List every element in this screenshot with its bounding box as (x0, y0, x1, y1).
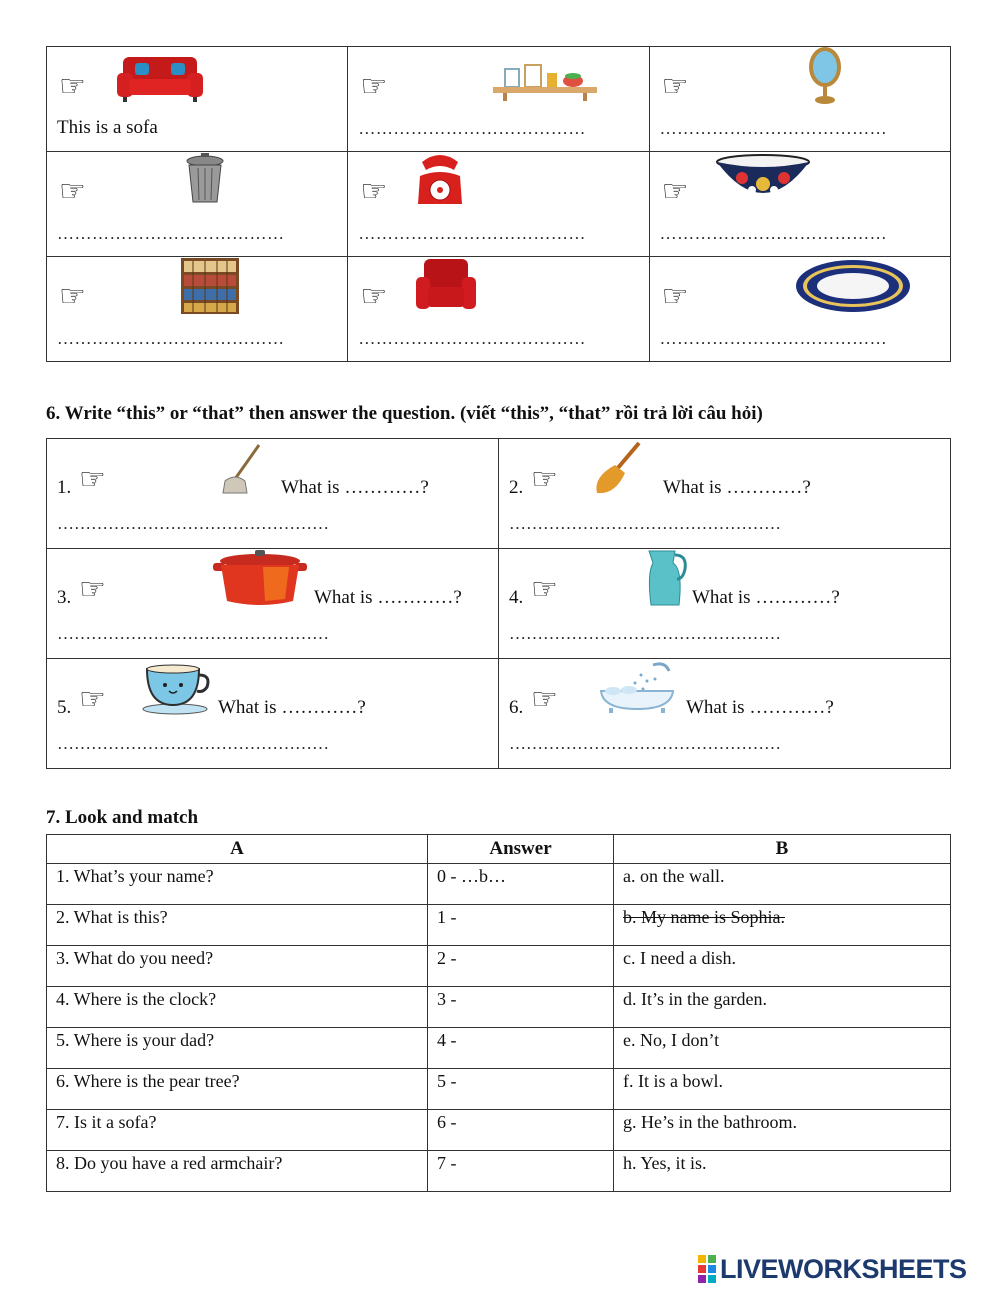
answer-field[interactable]: 5 - (428, 1069, 614, 1110)
option-b: f. It is a bowl. (614, 1069, 951, 1110)
grid-cell-telephone (348, 152, 649, 257)
jug-icon (643, 549, 687, 607)
liveworksheets-logo-icon (697, 1254, 717, 1284)
answer-line[interactable]: ………………………………… (659, 329, 888, 348)
option-b: e. No, I don’t (614, 1028, 951, 1069)
pointing-hand-icon: ☞ (59, 70, 86, 103)
liveworksheets-logo[interactable] (697, 1254, 967, 1284)
grid-cell-bookcase (47, 257, 348, 362)
table-row (47, 1151, 951, 1192)
table-row (47, 905, 951, 946)
teacup-icon (141, 661, 213, 715)
column-header-a: A (47, 835, 428, 864)
table-row (47, 864, 951, 905)
question-cell-6 (499, 659, 951, 769)
answer-line[interactable]: ………………………………………… (509, 624, 781, 643)
question-cell-1 (47, 439, 499, 549)
match-table (46, 834, 951, 1192)
question-text: What is …………? (686, 697, 834, 718)
grid-cell-sofa (47, 47, 348, 152)
grid-cell-shelf (348, 47, 649, 152)
bowl-icon (714, 154, 812, 210)
answer-field[interactable]: 1 - (428, 905, 614, 946)
grid-cell-mirror (649, 47, 950, 152)
question-cell-3 (47, 549, 499, 659)
pointing-hand-icon: ☞ (661, 280, 689, 313)
pointing-hand-icon: ☞ (531, 463, 558, 496)
table-row (47, 1069, 951, 1110)
question-a: 8. Do you have a red armchair? (47, 1151, 428, 1192)
pointing-hand-icon: ☞ (59, 175, 86, 208)
question-text: What is …………? (218, 697, 366, 718)
pointing-hand-icon: ☞ (661, 70, 689, 103)
match-table-header (47, 835, 951, 864)
pointing-hand-icon: ☞ (661, 175, 689, 208)
grid-cell-trash-can (47, 152, 348, 257)
pointing-hand-icon: ☞ (360, 175, 388, 208)
question-number: 5. (57, 697, 72, 718)
option-b: a. on the wall. (614, 864, 951, 905)
section-7-heading: 7. Look and match (46, 807, 199, 828)
option-b: c. I need a dish. (614, 946, 951, 987)
answer-field[interactable]: 7 - (428, 1151, 614, 1192)
pointing-hand-icon: ☞ (360, 280, 388, 313)
answer-line[interactable]: ………………………………………… (509, 514, 781, 533)
mop-icon (219, 443, 267, 497)
grid-cell-plate (649, 257, 950, 362)
question-cell-5 (47, 659, 499, 769)
plate-icon (794, 258, 912, 314)
answer-field[interactable]: 6 - (428, 1110, 614, 1151)
pot-icon (213, 549, 307, 607)
question-cell-2 (499, 439, 951, 549)
answer-field[interactable]: 4 - (428, 1028, 614, 1069)
question-text: What is …………? (692, 587, 840, 608)
answer-field[interactable]: 2 - (428, 946, 614, 987)
answer-field[interactable]: 0 - …b… (428, 864, 614, 905)
pointing-hand-icon: ☞ (531, 683, 558, 716)
answer-line[interactable]: ………………………………… (659, 224, 888, 243)
mirror-icon (805, 47, 845, 105)
question-text: What is …………? (314, 587, 462, 608)
table-row (47, 987, 951, 1028)
question-text: What is …………? (281, 477, 429, 498)
question-a: 6. Where is the pear tree? (47, 1069, 428, 1110)
answer-line[interactable]: ………………………………… (57, 329, 285, 348)
sofa-icon (115, 51, 205, 103)
pointing-hand-icon: ☞ (79, 573, 106, 606)
question-number: 2. (509, 477, 524, 498)
question-number: 1. (57, 477, 72, 498)
this-that-grid (46, 438, 951, 769)
grid-cell-armchair (348, 257, 649, 362)
question-number: 3. (57, 587, 72, 608)
question-number: 6. (509, 697, 524, 718)
question-number: 4. (509, 587, 524, 608)
answer-field[interactable]: 3 - (428, 987, 614, 1028)
broom-icon (591, 441, 645, 497)
question-a: 1. What’s your name? (47, 864, 428, 905)
question-a: 3. What do you need? (47, 946, 428, 987)
answer-line[interactable]: ………………………………… (57, 224, 285, 243)
pointing-hand-icon: ☞ (360, 70, 388, 103)
option-b: d. It’s in the garden. (614, 987, 951, 1028)
answer-line[interactable]: ………………………………… (358, 329, 586, 348)
table-row (47, 946, 951, 987)
furniture-grid (46, 46, 951, 362)
answer-line[interactable]: ………………………………… (358, 224, 586, 243)
pointing-hand-icon: ☞ (79, 463, 106, 496)
question-cell-4 (499, 549, 951, 659)
column-header-answer: Answer (428, 835, 614, 864)
answer-line[interactable]: ………………………………………… (509, 734, 781, 753)
option-b: g. He’s in the bathroom. (614, 1110, 951, 1151)
caption-this-is-a-sofa: This is a sofa (57, 117, 158, 138)
option-b: h. Yes, it is. (614, 1151, 951, 1192)
question-text: What is …………? (663, 477, 811, 498)
bookcase-icon (181, 258, 239, 314)
shelf-icon (491, 59, 599, 101)
section-6-heading: 6. Write “this” or “that” then answer the question. (viết “this”, “that” rồi trả lời câu hỏi) (46, 403, 763, 424)
column-header-b: B (614, 835, 951, 864)
question-a: 4. Where is the clock? (47, 987, 428, 1028)
answer-line[interactable]: ………………………………………… (57, 514, 329, 533)
pointing-hand-icon: ☞ (59, 280, 86, 313)
logo-text: LIVEWORKSHEETS (720, 1253, 967, 1284)
answer-line[interactable]: ………………………………………… (57, 624, 329, 643)
question-a: 5. Where is your dad? (47, 1028, 428, 1069)
bathtub-icon (599, 661, 675, 715)
telephone-icon (414, 152, 466, 208)
question-a: 2. What is this? (47, 905, 428, 946)
trash-can-icon (184, 152, 226, 206)
answer-line[interactable]: ………………………………………… (57, 734, 329, 753)
pointing-hand-icon: ☞ (531, 573, 558, 606)
table-row (47, 1028, 951, 1069)
answer-line[interactable]: ………………………………… (358, 119, 586, 138)
option-b-crossed-out: b. My name is Sophia. (614, 905, 951, 946)
grid-cell-bowl (649, 152, 950, 257)
pointing-hand-icon: ☞ (79, 683, 106, 716)
question-a: 7. Is it a sofa? (47, 1110, 428, 1151)
table-row (47, 1110, 951, 1151)
answer-line[interactable]: ………………………………… (659, 119, 888, 138)
armchair-icon (414, 257, 478, 313)
